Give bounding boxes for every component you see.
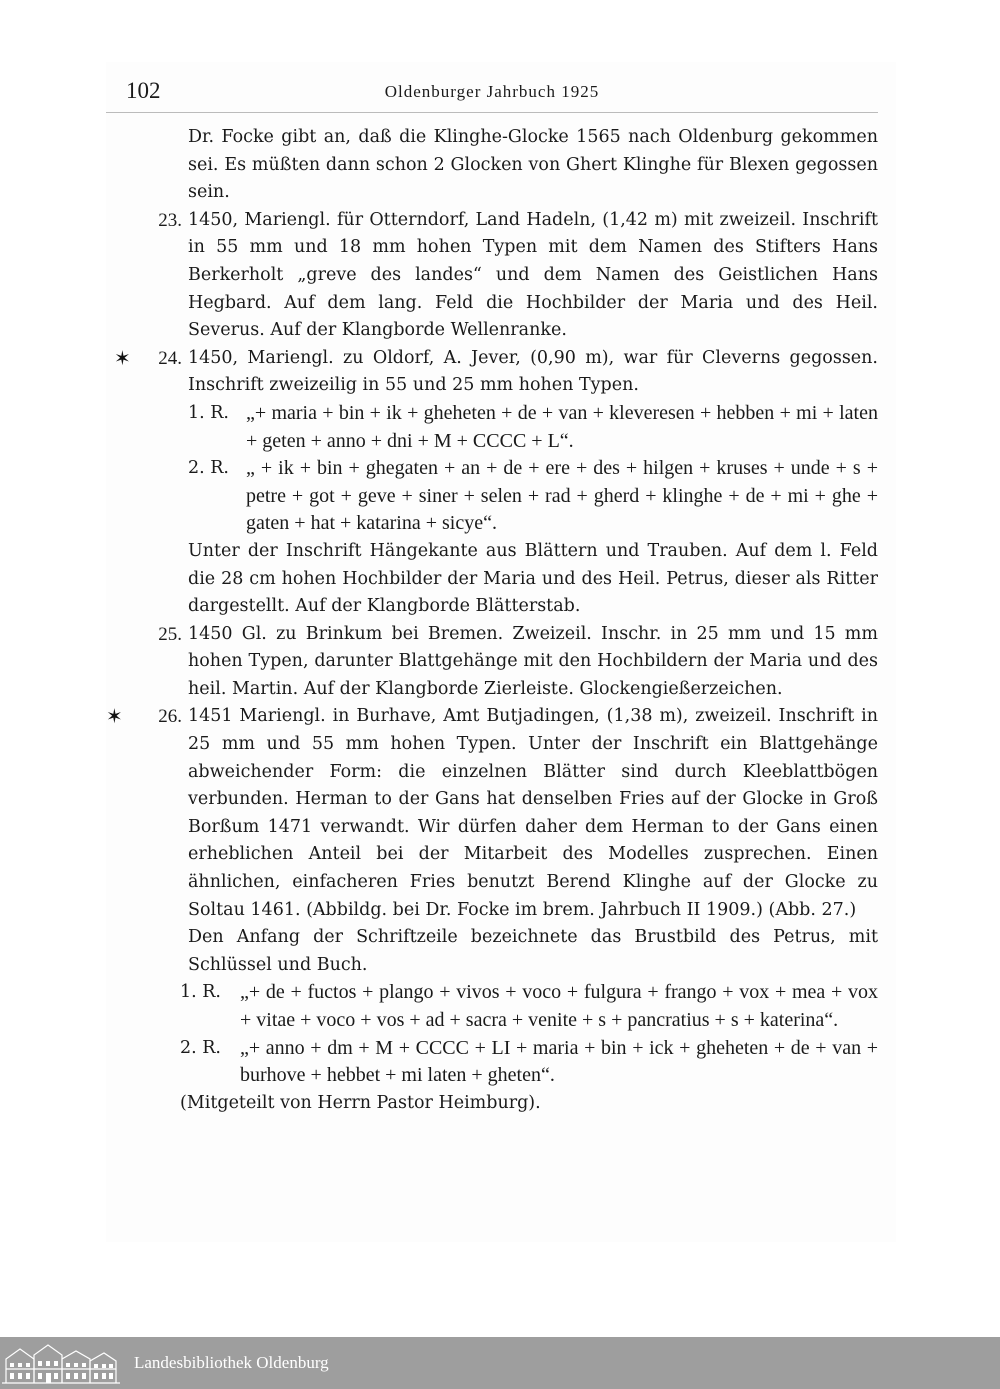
- verse-text: „+ anno + dm + M + CCCC + LI + maria + bin + ick + gheheten + de + van + burhove + hebbet + mi laten + gheten“.: [240, 1036, 878, 1087]
- star-marker-icon: ✶: [114, 345, 131, 370]
- entry-26: [106, 703, 878, 924]
- inscription-line-2: [106, 1035, 878, 1090]
- running-title: Oldenburger Jahrbuch 1925: [384, 82, 600, 101]
- attribution: (Mitgeteilt von Herrn Pastor Heimburg).: [180, 1092, 541, 1113]
- library-building-icon: [0, 1337, 122, 1389]
- footer-bar: [0, 1337, 1000, 1389]
- intro-paragraph: Dr. Focke gibt an, daß die Klinghe-Glocke 1565 nach Oldenburg gekommen sei. Es müßten dann schon 2 Glocken von Ghert Klinghe für Blexen gegossen sein.: [188, 127, 878, 203]
- entry-number: 24.: [158, 347, 182, 369]
- verse-label: 2. R.: [188, 458, 229, 479]
- page-number: 102: [126, 78, 161, 103]
- running-header: [106, 76, 878, 113]
- entry-text: 1450 Gl. zu Brinkum bei Bremen. Zweizeil. Inschr. in 25 mm und 15 mm hohen Typen, darunter Blattgehänge mit den Hochbildern der Maria und des heil. Martin. Auf der Klangborde Zierleiste. Glockengießerzeichen.: [188, 623, 878, 699]
- library-name: Landesbibliothek Oldenburg: [134, 1353, 329, 1372]
- entry-note: Den Anfang der Schriftzeile bezeichnete das Brustbild des Petrus, mit Schlüssel und Buch.: [188, 927, 878, 975]
- entry-23: [106, 207, 878, 345]
- verse-text: „+ de + fuctos + plango + vivos + voco + fulgura + frango + vox + mea + vox + vitae + voco + vos + ad + sacra + venite + s + pancratius + s + katerina“.: [240, 981, 878, 1031]
- entry-number: 26.: [158, 706, 182, 728]
- entry-note: Unter der Inschrift Hängekante aus Blättern und Trauben. Auf dem l. Feld die 28 cm hohen Hochbilder der Maria und des Heil. Petrus, dieser als Ritter dargestellt. Auf der Klangborde Blätterstab.: [188, 540, 878, 617]
- entry-text: 1450, Mariengl. für Otterndorf, Land Hadeln, (1,42 m) mit zweizeil. Inschrift in 55 mm und 18 mm hohen Typen mit dem Namen des Stifters Hans Berkerholt „greve des landes“ und dem Namen des Geistlichen Hans Hegbard. Auf dem lang. Feld die Hochbilder der Maria und des Heil. Severus. Auf der Klangborde Wellenranke.: [188, 209, 878, 341]
- inscription-line-1: [106, 400, 878, 455]
- inscription-line-1: [106, 979, 878, 1034]
- entry-24: [106, 345, 878, 400]
- verse-text: „ + ik + bin + ghegaten + an + de + ere + des + hilgen + kruses + unde + s + petre + got + geve + siner + selen + rad + gherd + klinghe + de + mi + ghe + gaten + hat + katarina + sicye“.: [246, 457, 878, 535]
- verse-text: „+ maria + bin + ik + gheheten + de + van + kleveresen + hebben + mi + laten + geten + anno + dni + M + CCCC + L“.: [246, 401, 878, 452]
- verse-label: 1. R.: [188, 402, 229, 423]
- document-page: [106, 62, 896, 1242]
- verse-label: 2. R.: [180, 1037, 221, 1058]
- star-marker-icon: ✶: [106, 704, 123, 729]
- inscription-line-2: [106, 455, 878, 538]
- entry-text: 1451 Mariengl. in Burhave, Amt Butjadingen, (1,38 m), zweizeil. Inschrift in 25 mm und 55 mm hohen Typen. Unter der Inschrift ein Blattgehänge abweichender Form: die einzelnen Blätter sind durch Kleeblattbögen verbunden. Herman to der Gans hat denselben Fries auf der Glocke in Groß Borßum 1471 verwandt. Wir dürfen daher dem Herman to der Gans einen erheblichen Anteil bei der Mitarbeit des Modelles zusprechen. Einen ähnlichen, einfacheren Fries benutzt Berend Klinghe auf der Glocke zu Soltau 1461. (Abbildg. bei Dr. Focke im brem. Jahrbuch II 1909.) (Abb. 27.): [188, 706, 878, 920]
- entry-text: 1450, Mariengl. zu Oldorf, A. Jever, (0,90 m), war für Cleverns gegossen. Inschrift zweizeilig in 55 und 25 mm hohen Typen.: [188, 347, 878, 396]
- verse-label: 1. R.: [180, 982, 221, 1003]
- entry-number: 25.: [158, 623, 182, 645]
- entry-25: [106, 621, 878, 704]
- entry-number: 23.: [158, 209, 182, 231]
- body-text: [106, 124, 878, 1117]
